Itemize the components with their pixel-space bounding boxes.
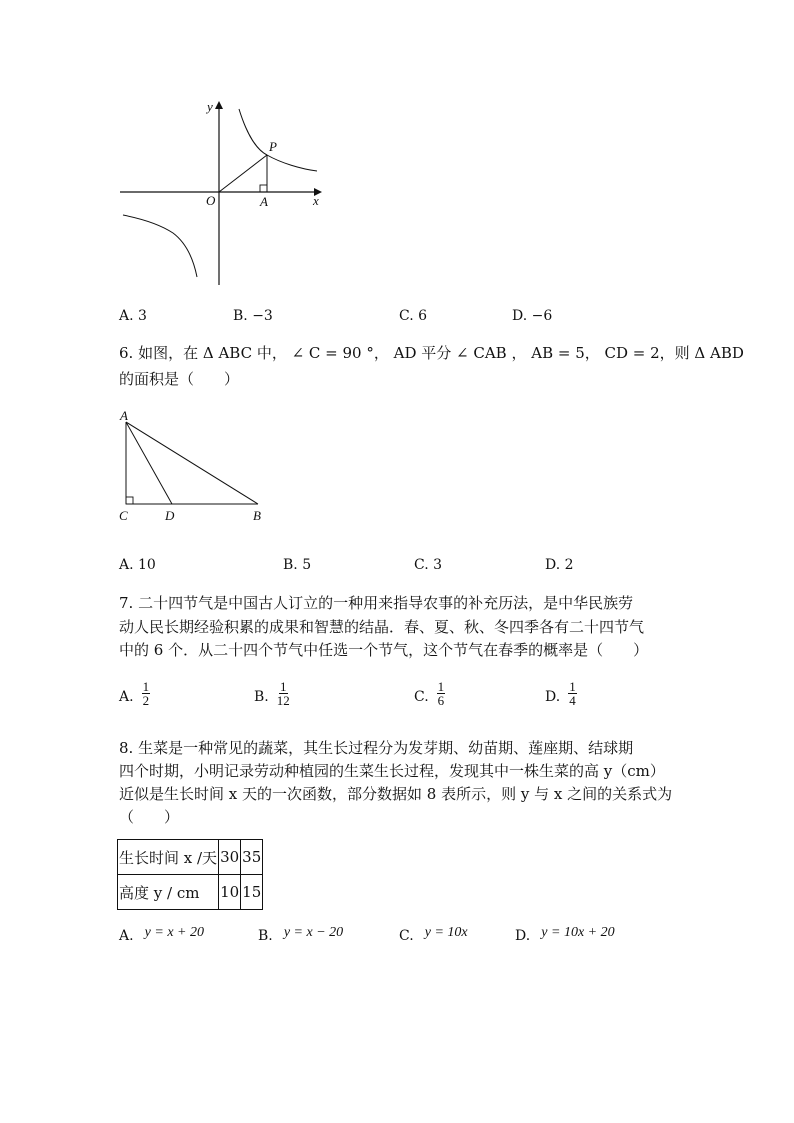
- option-label: B.: [254, 689, 269, 705]
- q7-stem-line2: 动人民长期经验积累的成果和智慧的结晶．春、夏、秋、冬四季各有二十四节气: [119, 618, 645, 636]
- right-angle-mark: [126, 497, 133, 504]
- table-row: [118, 840, 263, 875]
- hyperbola-branch-left: [123, 215, 197, 277]
- q7-option-d: [545, 680, 577, 707]
- table-header-height: 高度 y / cm: [118, 875, 219, 910]
- growth-data-table: [117, 839, 263, 910]
- label-a: A: [120, 408, 128, 423]
- q5-option-d: D. −6: [512, 308, 553, 324]
- q8-option-a: [119, 925, 204, 946]
- option-label: D.: [515, 928, 531, 944]
- q8-stem-line4: （ ）: [119, 808, 180, 826]
- q6-option-c: C. 3: [414, 557, 443, 573]
- q5-option-b: B. −3: [233, 308, 273, 324]
- table-row: [118, 875, 263, 910]
- q6-stem-line1: 6. 如图，在 Δ ABC 中， ∠ C = 90 °， AD 平分 ∠ CAB ， AB = 5， CD = 2，则 Δ ABD: [119, 344, 744, 362]
- fraction: $\frac{1}{12}$: [276, 679, 290, 708]
- q6-stem-line2: 的面积是（ ）: [119, 370, 240, 388]
- hyperbola-figure: [115, 95, 330, 290]
- option-expression: y = x − 20: [283, 925, 344, 940]
- option-label: C.: [399, 928, 414, 944]
- option-label: A.: [119, 689, 134, 705]
- option-expression: y = 10x: [424, 925, 468, 940]
- table-header-time: 生长时间 x /天: [118, 840, 219, 875]
- triangle-figure: [112, 408, 272, 526]
- fraction: $\frac{1}{4}$: [569, 679, 576, 708]
- table-cell: 15: [241, 875, 263, 910]
- q8-option-d: [515, 925, 615, 946]
- option-expression: y = 10x + 20: [541, 925, 615, 940]
- table-cell: 30: [219, 840, 241, 875]
- label-x: x: [313, 193, 319, 208]
- q7-option-b: [254, 680, 290, 707]
- fraction: $\frac{1}{6}$: [437, 679, 445, 708]
- label-b: B: [253, 508, 261, 523]
- q5-option-a: A. 3: [119, 308, 147, 324]
- q7-stem-line1: 7. 二十四节气是中国古人订立的一种用来指导农事的补充历法，是中华民族劳: [119, 594, 634, 612]
- option-expression: y = x + 20: [144, 925, 204, 940]
- q5-option-c: C. 6: [399, 308, 428, 324]
- q6-option-a: A. 10: [119, 557, 156, 573]
- option-label: D.: [545, 689, 561, 705]
- q8-option-c: [399, 925, 468, 946]
- label-a: A: [260, 194, 268, 209]
- fraction: $\frac{1}{2}$: [142, 679, 150, 708]
- q8-stem-line2: 四个时期，小明记录劳动种植园的生菜生长过程，发现其中一株生菜的高 y（cm）: [119, 762, 665, 780]
- label-y: y: [207, 99, 213, 114]
- table-cell: 10: [219, 875, 241, 910]
- q7-stem-line3: 中的 6 个．从二十四个节气中任选一个节气，这个节气在春季的概率是（ ）: [119, 641, 649, 659]
- label-origin: O: [206, 193, 216, 208]
- q7-option-a: [119, 680, 150, 707]
- q6-option-b: B. 5: [283, 557, 312, 573]
- segment-ad: [126, 422, 172, 504]
- option-label: C.: [414, 689, 429, 705]
- q8-option-b: [258, 925, 343, 946]
- q8-stem-line3: 近似是生长时间 x 天的一次函数，部分数据如 8 表所示，则 y 与 x 之间的关系式为: [119, 785, 673, 803]
- hyperbola-branch-right: [239, 109, 317, 171]
- q8-stem-line1: 8. 生菜是一种常见的蔬菜，其生长过程分为发芽期、幼苗期、莲座期、结球期: [119, 739, 634, 757]
- y-axis-arrow: [215, 101, 223, 109]
- q7-option-c: [414, 680, 445, 707]
- label-d: D: [165, 508, 175, 523]
- right-angle-mark: [260, 185, 267, 192]
- q6-option-d: D. 2: [545, 557, 574, 573]
- segment-ab: [126, 422, 258, 504]
- label-c: C: [119, 508, 128, 523]
- option-label: A.: [119, 928, 134, 944]
- table-cell: 35: [241, 840, 263, 875]
- label-p: P: [269, 139, 277, 154]
- option-label: B.: [258, 928, 273, 944]
